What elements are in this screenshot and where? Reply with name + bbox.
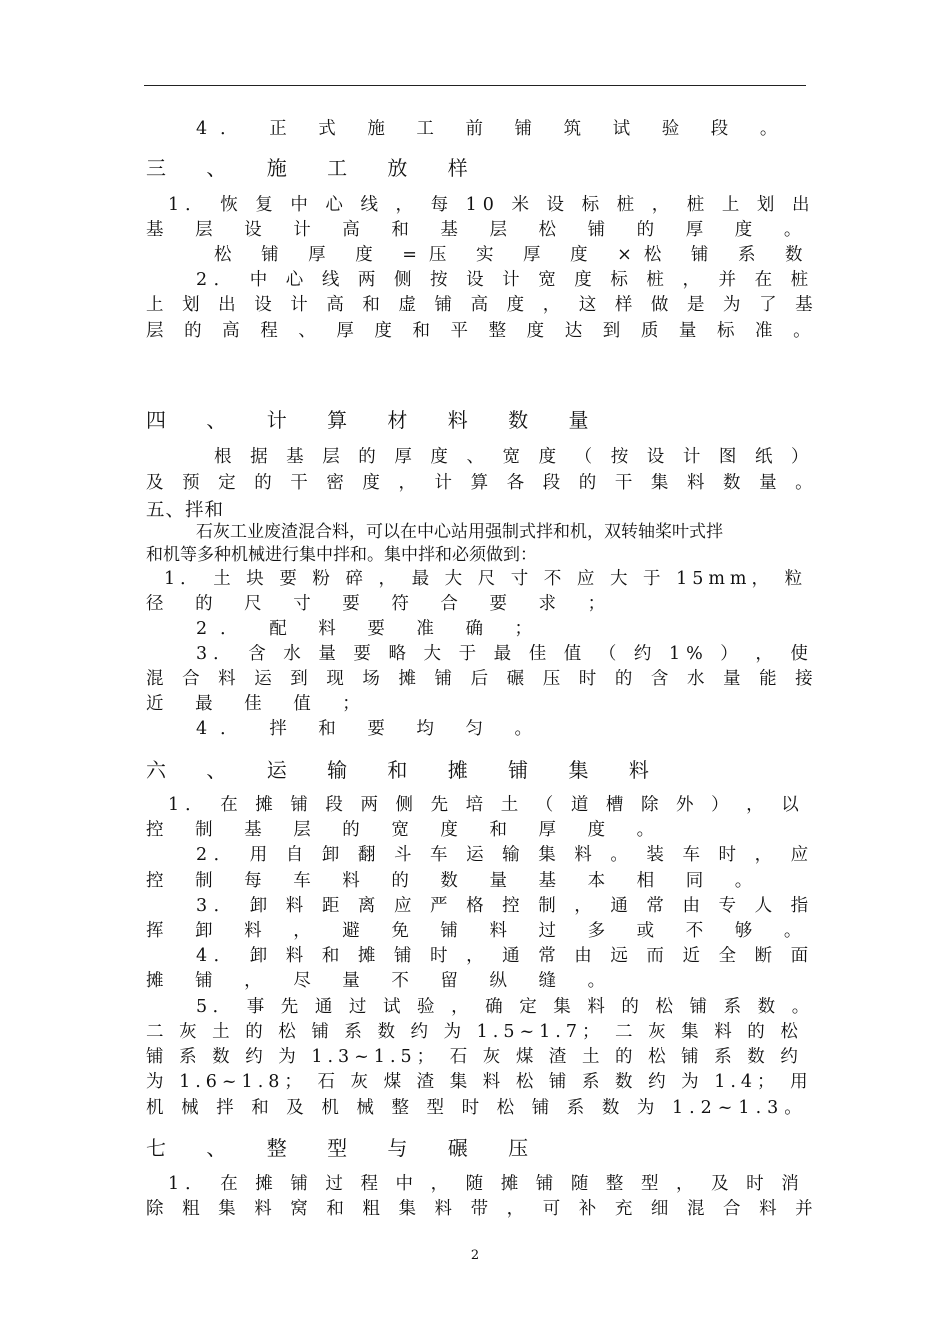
text-line-content: 4． 正 式 施 工 前 铺 筑 试 验 段 。 [196, 119, 791, 139]
text-line-content: 挥 卸 料 ， 避 免 铺 料 过 多 或 不 够 。 [146, 921, 815, 941]
text-line-content: 二 灰 土 的 松 铺 系 数 约 为 1.5~1.7； 二 灰 集 料 的 松 [146, 1022, 803, 1042]
text-line [0, 293, 950, 318]
text-line [0, 1096, 950, 1121]
text-line-content: 松 铺 厚 度 =压 实 厚 度 ×松 铺 系 数 [214, 245, 815, 265]
text-line [0, 869, 950, 894]
text-line-content: 2． 配 料 要 准 确 ； [196, 619, 546, 639]
text-line-content: 1． 恢 复 中 心 线 ， 每 10 米 设 标 桩 ， 桩 上 划 出 [168, 195, 816, 215]
header-rule [144, 85, 806, 86]
text-line-content: 3． 含 水 量 要 略 大 于 最 佳 值 （ 约 1% ） ， 使 [196, 644, 814, 664]
text-line-content: 四 、 计 算 材 料 数 量 [146, 408, 606, 432]
text-line-content: 石灰工业废渣混合料，可以在中心站用强制式拌和机，双转轴桨叶式拌 [196, 522, 723, 542]
text-line-content: 七 、 整 型 与 碾 压 [146, 1136, 546, 1160]
text-line [0, 520, 950, 545]
text-line-content: 摊 铺 ， 尽 量 不 留 纵 缝 。 [146, 971, 619, 991]
text-line-content: 铺 系 数 约 为 1.3~1.5； 石 灰 煤 渣 土 的 松 铺 系 数 约 [146, 1047, 803, 1067]
text-line-content: 基 层 设 计 高 和 基 层 松 铺 的 厚 度 。 [146, 220, 815, 240]
text-line-content: 1． 土 块 要 粉 碎 ， 最 大 尺 寸 不 应 大 于 15mm， 粒 [164, 569, 808, 589]
text-line [0, 1020, 950, 1045]
text-line [0, 995, 950, 1020]
text-line [0, 592, 950, 617]
text-line-content: 五、拌和 [146, 500, 225, 521]
text-line [0, 193, 950, 218]
text-line-content: 除 粗 集 料 窝 和 粗 集 料 带 ， 可 补 充 细 混 合 料 并 [146, 1199, 820, 1219]
text-line [0, 1197, 950, 1222]
text-line [0, 617, 950, 642]
text-line-content: 5． 事 先 通 过 试 验 ， 确 定 集 料 的 松 铺 系 数 。 [196, 997, 815, 1017]
text-line-content: 上 划 出 设 计 高 和 虚 铺 高 度 ， 这 样 做 是 为 了 基 [146, 295, 820, 315]
text-line-content: 和机等多种机械进行集中拌和。集中拌和必须做到： [146, 545, 537, 565]
text-line [0, 843, 950, 868]
text-line-content: 六 、 运 输 和 摊 铺 集 料 [146, 758, 666, 782]
text-line [0, 268, 950, 293]
text-line [0, 567, 950, 592]
text-line [0, 692, 950, 717]
text-line-content: 4． 卸 料 和 摊 铺 时 ， 通 常 由 远 而 近 全 断 面 [196, 946, 815, 966]
text-line [0, 919, 950, 944]
text-line-content: 及 预 定 的 干 密 度 ， 计 算 各 段 的 干 集 料 数 量 。 [146, 473, 820, 493]
text-line [0, 117, 950, 142]
text-line [0, 218, 950, 243]
text-line-content: 2． 用 自 卸 翻 斗 车 运 输 集 料 。 装 车 时 ， 应 [196, 845, 815, 865]
text-line [0, 894, 950, 919]
text-line-content: 近 最 佳 值 ； [146, 694, 373, 714]
section-heading [0, 405, 950, 435]
text-line-content: 1． 在 摊 铺 段 两 侧 先 培 土 （ 道 槽 除 外 ） ， 以 [168, 795, 805, 815]
text-line [0, 793, 950, 818]
text-line-content: 控 制 每 车 料 的 数 量 基 本 相 同 。 [146, 871, 766, 891]
section-heading [0, 1133, 950, 1163]
text-line [0, 1172, 950, 1197]
text-line [0, 471, 950, 496]
text-line-content: 1． 在 摊 铺 过 程 中 ， 随 摊 铺 随 整 型 ， 及 时 消 [168, 1174, 805, 1194]
text-line [0, 1070, 950, 1095]
text-line-content: 为 1.6~1.8； 石 灰 煤 渣 集 料 松 铺 系 数 约 为 1.4； 用 [146, 1072, 813, 1092]
text-line-content: 层 的 高 程 、 厚 度 和 平 整 度 达 到 质 量 标 准 。 [146, 321, 819, 341]
text-line-content: 三 、 施 工 放 样 [146, 156, 485, 180]
page-number: 2 [470, 1248, 480, 1263]
text-line [0, 243, 950, 268]
text-line [0, 667, 950, 692]
text-line [0, 543, 950, 568]
text-line-content: 3． 卸 料 距 离 应 严 格 控 制 ， 通 常 由 专 人 指 [196, 896, 815, 916]
text-line [0, 969, 950, 994]
text-line [0, 717, 950, 742]
text-line [0, 642, 950, 667]
text-line [0, 944, 950, 969]
text-line [0, 1045, 950, 1070]
text-line [0, 818, 950, 843]
text-line-content: 2． 中 心 线 两 侧 按 设 计 宽 度 标 桩 ， 并 在 桩 [196, 270, 815, 290]
section-heading [0, 153, 950, 183]
text-line [0, 445, 950, 470]
text-line-content: 控 制 基 层 的 宽 度 和 厚 度 。 [146, 820, 668, 840]
text-line-content: 4． 拌 和 要 均 匀 。 [196, 719, 546, 739]
text-line-content: 混 合 料 运 到 现 场 摊 铺 后 碾 压 时 的 含 水 量 能 接 [146, 669, 820, 689]
text-line-content: 根 据 基 层 的 厚 度 、 宽 度 （ 按 设 计 图 纸 ） [214, 447, 816, 467]
section-heading [0, 755, 950, 785]
text-line-content: 机 械 拌 和 及 机 械 整 型 时 松 铺 系 数 为 1.2~1.3。 [146, 1098, 808, 1118]
text-line-content: 径 的 尺 寸 要 符 合 要 求 ； [146, 594, 619, 614]
text-line [0, 319, 950, 344]
